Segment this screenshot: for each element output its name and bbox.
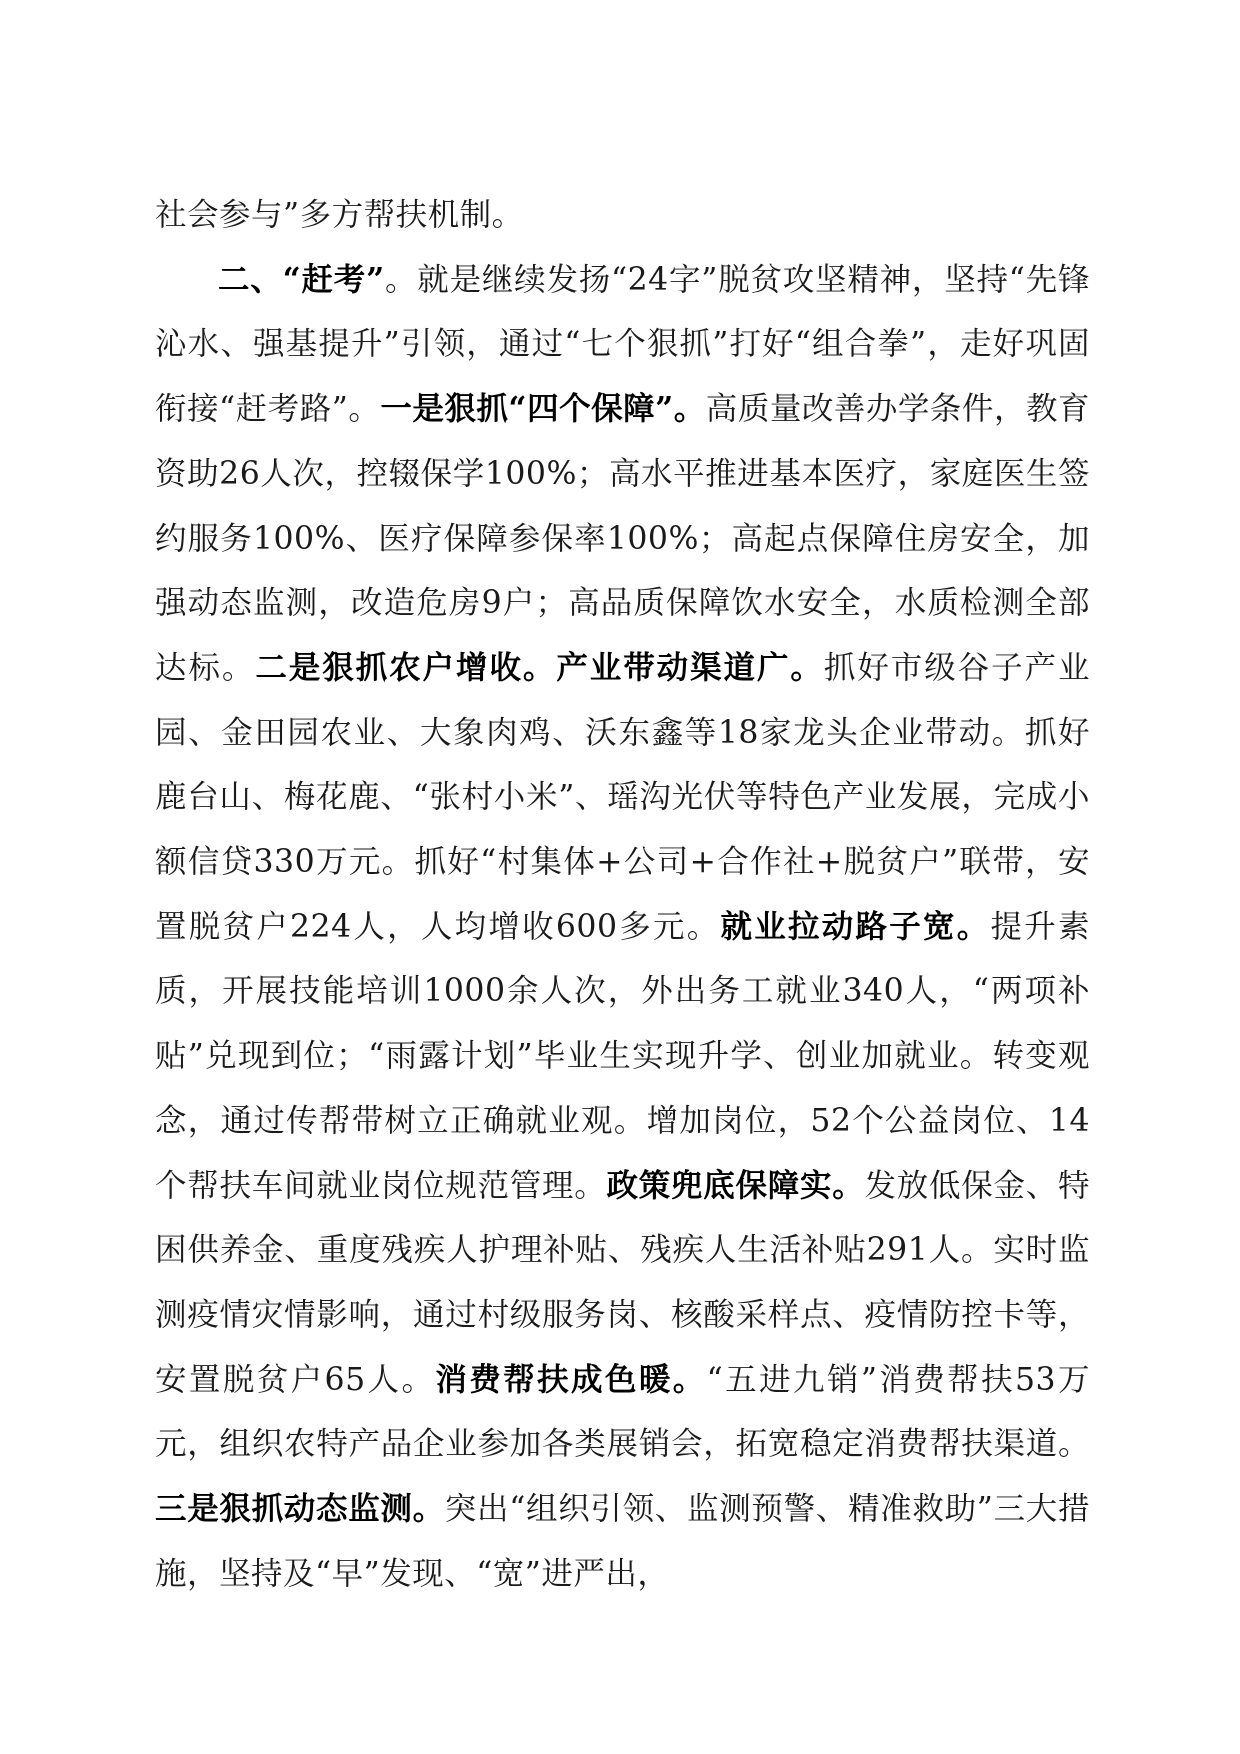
subheading-four-guarantees: 一是狠抓“四个保障”。 (380, 390, 706, 428)
section-heading: 二、“赶考” (218, 260, 385, 298)
text-run: 。就是继续发扬“24字”脱贫攻坚精神，坚持“先锋沁水、强基提升”引领，通过“七个狠抓”打好“组合拳”，走好巩固衔接“赶考路”。 (155, 261, 1090, 428)
subheading-dynamic-monitoring: 三是狠抓动态监测。 (155, 1490, 445, 1528)
text-run: 社会参与”多方帮扶机制。 (155, 197, 524, 233)
text-run: “五进九销”消费帮扶53万元，组织农特产品企业参加各类展销会，拓宽稳定消费帮扶渠道。 (155, 1361, 1090, 1463)
paragraph (155, 183, 1090, 248)
document-body (155, 183, 1090, 1606)
subheading-consumption-assistance: 消费帮扶成色暖。 (435, 1360, 707, 1398)
text-run: 突出“组织引领、监测预警、精准救助”三大措施，坚持及“早”发现、“宽”进严出， (155, 1491, 1090, 1592)
subheading-policy-safety-net: 政策兜底保障实。 (606, 1166, 865, 1204)
text-run: 提升素质，开展技能培训1000余人次，外出务工就业340人，“两项补贴”兑现到位；“雨露计划”毕业生实现升学、创业加就业。转变观念，通过传帮带树立正确就业观。增加岗位，52个公益岗位、14个帮扶车间就业岗位规范管理。 (155, 908, 1090, 1204)
subheading-employment: 就业拉动路子宽。 (720, 907, 991, 945)
text-run: 抓好市级谷子产业园、金田园农业、大象肉鸡、沃东鑫等18家龙头企业带动。抓好鹿台山、梅花鹿、“张村小米”、瑶沟光伏等特色产业发展，完成小额信贷330万元。抓好“村集体+公司+合作社+脱贫户”联带，安置脱贫户224人，人均增收600多元。 (155, 649, 1090, 945)
section-paragraph-gankao (155, 248, 1090, 1607)
subheading-income-increase: 二是狠抓农户增收。产业带动渠道广。 (255, 648, 824, 686)
text-run: 发放低保金、特困供养金、重度残疾人护理补贴、残疾人生活补贴291人。实时监测疫情灾情影响，通过村级服务岗、核酸采样点、疫情防控卡等，安置脱贫户65人。 (155, 1167, 1090, 1398)
text-run: 高质量改善办学条件，教育资助26人次，控辍保学100%；高水平推进基本医疗，家庭医生签约服务100%、医疗保障参保率100%；高起点保障住房安全，加强动态监测，改造危房9户；高品质保障饮水安全，水质检测全部达标。 (155, 391, 1090, 686)
